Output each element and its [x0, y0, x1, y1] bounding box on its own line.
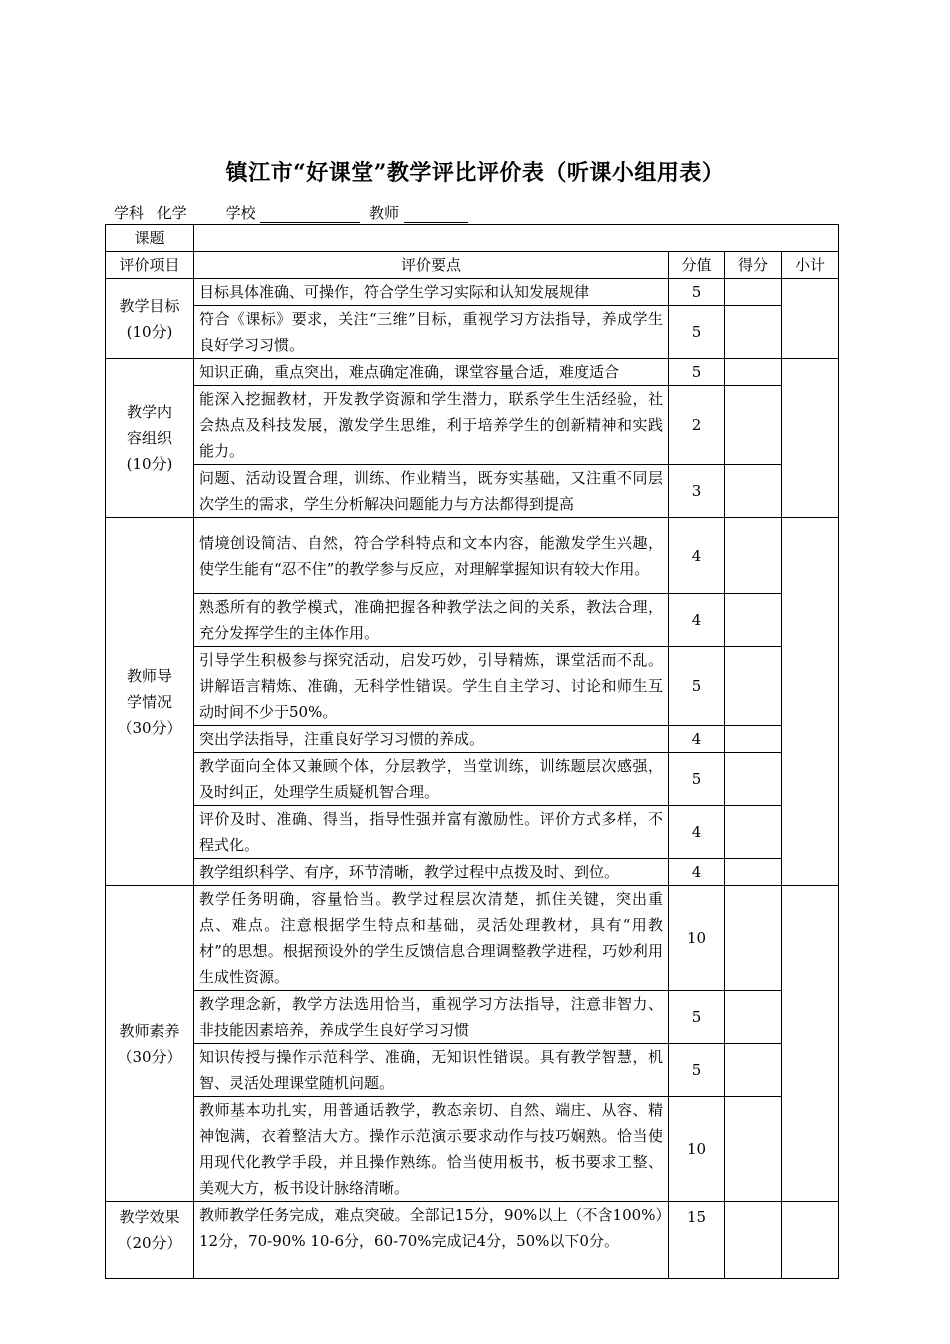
subtotal-cell[interactable] [782, 518, 839, 886]
section-label-guidance: 教师导 学情况 （30分） [106, 518, 194, 886]
table-row: 引导学生积极参与探究活动，启发巧妙，引导精炼，课堂活而不乱。讲解语言精炼、准确，无科学性错误。学生自主学习、讨论和师生互动时间不少于50%。 5 [106, 647, 839, 726]
score-cell[interactable] [725, 465, 782, 518]
teacher-field[interactable] [404, 204, 468, 223]
table-row: 教学内 容组织 (10分) 知识正确，重点突出，难点确定准确，课堂容量合适，难度适合 5 [106, 359, 839, 386]
header-value: 分值 [669, 252, 725, 279]
subtotal-cell[interactable] [782, 886, 839, 1202]
subtotal-cell[interactable] [782, 1202, 839, 1279]
table-row: 教师素养 （30分） 教学任务明确，容量恰当。教学过程层次清楚，抓住关键，突出重点、难点。注意根据学生特点和基础，灵活处理教材，具有“用教材”的思想。根据预设外的学生反馈信息合理调整教学进程，巧妙利用生成性资源。 10 [106, 886, 839, 991]
score-cell[interactable] [725, 1044, 782, 1097]
section-label-goals: 教学目标 (10分) [106, 279, 194, 359]
header-subtotal: 小计 [782, 252, 839, 279]
table-row: 问题、活动设置合理，训练、作业精当，既夯实基础，又注重不同层次学生的需求，学生分析解决问题能力与方法都得到提高 3 [106, 465, 839, 518]
score-cell[interactable] [725, 753, 782, 806]
topic-field[interactable] [194, 225, 839, 252]
score-cell[interactable] [725, 726, 782, 753]
school-field[interactable] [260, 204, 360, 223]
teacher-label: 教师 [369, 204, 400, 222]
table-row: 突出学法指导，注重良好学习习惯的养成。 4 [106, 726, 839, 753]
table-row: 教师基本功扎实，用普通话教学，教态亲切、自然、端庄、从容、精神饱满，衣着整洁大方。操作示范演示要求动作与技巧娴熟。恰当使用现代化教学手段，并且操作熟练。恰当使用板书，板书要求工整、美观大方，板书设计脉络清晰。 10 [106, 1097, 839, 1202]
header-item: 评价项目 [106, 252, 194, 279]
page-title: 镇江市“好课堂”教学评比评价表（听课小组用表） [225, 160, 725, 186]
table-row: 知识传授与操作示范科学、准确，无知识性错误。具有教学智慧，机智、灵活处理课堂随机问题。 5 [106, 1044, 839, 1097]
subject-label: 学科 [114, 204, 145, 222]
table-row: 教学效果 （20分） 教师教学任务完成，难点突破。全部记15分，90%以上（不含100%）12分，70-90% 10-6分，60-70%完成记4分，50%以下0分。 15 [106, 1202, 839, 1279]
score-cell[interactable] [725, 594, 782, 647]
header-score: 得分 [725, 252, 782, 279]
score-cell[interactable] [725, 306, 782, 359]
topic-label: 课题 [106, 225, 194, 252]
score-cell[interactable] [725, 359, 782, 386]
section-label-quality: 教师素养 （30分） [106, 886, 194, 1202]
table-row: 能深入挖掘教材，开发教学资源和学生潜力，联系学生生活经验，社会热点及科技发展，激发学生思维，利于培养学生的创新精神和实践能力。 2 [106, 386, 839, 465]
table-row: 符合《课标》要求，关注“三维”目标，重视学习方法指导，养成学生良好学习习惯。 5 [106, 306, 839, 359]
form-header-fields [114, 202, 468, 222]
table-row: 教学目标 (10分) 目标具体准确、可操作，符合学生学习实际和认知发展规律 5 [106, 279, 839, 306]
score-cell[interactable] [725, 886, 782, 991]
subject-value[interactable]: 化学 [156, 204, 187, 222]
header-points: 评价要点 [194, 252, 669, 279]
topic-row [106, 225, 839, 252]
score-cell[interactable] [725, 859, 782, 886]
table-row: 教师导 学情况 （30分） 情境创设简洁、自然，符合学科特点和文本内容，能激发学生兴趣，使学生能有“忍不住”的教学参与反应，对理解掌握知识有较大作用。 4 [106, 518, 839, 594]
score-cell[interactable] [725, 806, 782, 859]
header-row [106, 252, 839, 279]
school-label: 学校 [225, 204, 256, 222]
score-cell[interactable] [725, 386, 782, 465]
section-label-effect: 教学效果 （20分） [106, 1202, 194, 1279]
score-cell[interactable] [725, 279, 782, 306]
table-row: 熟悉所有的教学模式，准确把握各种教学法之间的关系，教法合理，充分发挥学生的主体作用。 4 [106, 594, 839, 647]
subtotal-cell[interactable] [782, 359, 839, 518]
score-cell[interactable] [725, 1097, 782, 1202]
subtotal-cell[interactable] [782, 279, 839, 359]
evaluation-table [105, 224, 839, 1279]
score-cell[interactable] [725, 518, 782, 594]
score-cell[interactable] [725, 647, 782, 726]
score-cell[interactable] [725, 991, 782, 1044]
table-row: 教学组织科学、有序，环节清晰，教学过程中点拨及时、到位。 4 [106, 859, 839, 886]
score-cell[interactable] [725, 1202, 782, 1279]
section-label-content: 教学内 容组织 (10分) [106, 359, 194, 518]
table-row: 教学面向全体又兼顾个体，分层教学，当堂训练，训练题层次感强，及时纠正，处理学生质疑机智合理。 5 [106, 753, 839, 806]
table-row: 教学理念新，教学方法选用恰当，重视学习方法指导，注意非智力、非技能因素培养，养成学生良好学习习惯 5 [106, 991, 839, 1044]
table-row: 评价及时、准确、得当，指导性强并富有激励性。评价方式多样，不程式化。 4 [106, 806, 839, 859]
